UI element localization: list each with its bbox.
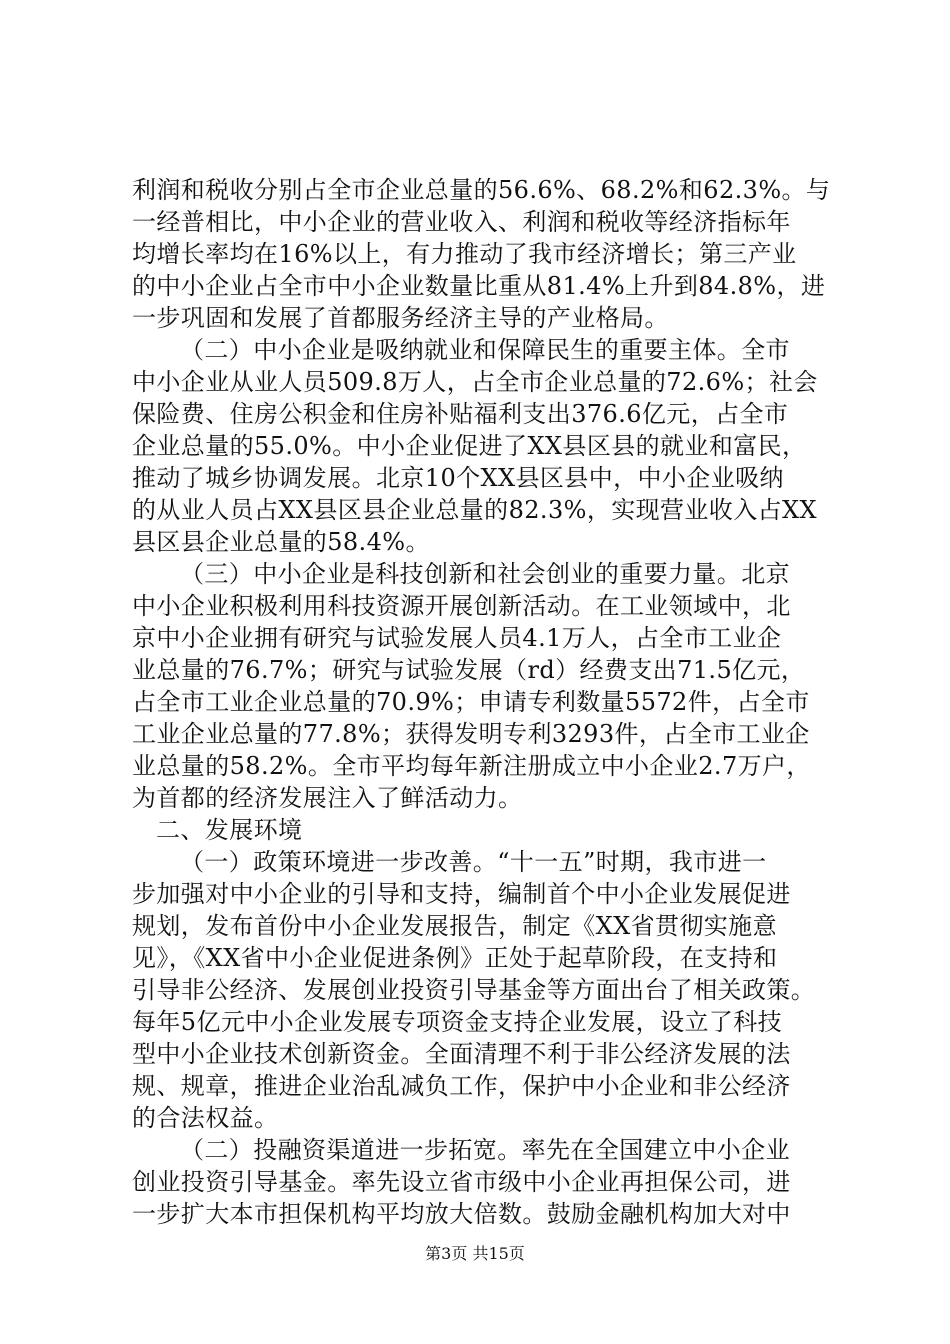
text-line: 规、规章，推进企业治乱减负工作，保护中小企业和非公经济 — [132, 1072, 791, 1100]
text-line: 创业投资引导基金。率先设立省市级中小企业再担保公司，进 — [132, 1168, 791, 1196]
page-footer: 第3页 共15页 — [425, 1244, 525, 1263]
text-line: 业总量的58.2%。全市平均每年新注册成立中小企业2.7万户， — [132, 752, 811, 780]
text-line: 占全市工业企业总量的70.9%；申请专利数量5572件，占全市 — [132, 688, 810, 716]
text-line: 见》，《XX省中小企业促进条例》正处于起草阶段，在支持和 — [132, 944, 778, 972]
text-line: 推动了城乡协调发展。北京10个XX县区县中，中小企业吸纳 — [132, 464, 784, 492]
text-line: （一）政策环境进一步改善。“十一五”时期，我市进一 — [180, 848, 767, 876]
text-line: 工业企业总量的77.8%；获得发明专利3293件，占全市工业企 — [132, 720, 810, 748]
text-line: 均增长率均在16%以上，有力推动了我市经济增长；第三产业 — [132, 240, 797, 268]
text-line: 中小企业积极利用科技资源开展创新活动。在工业领域中，北 — [132, 592, 791, 620]
text-line: 的合法权益。 — [132, 1104, 279, 1132]
text-line: 一步扩大本市担保机构平均放大倍数。鼓励金融机构加大对中 — [132, 1200, 791, 1228]
text-line: 的中小企业占全市中小企业数量比重从81.4%上升到84.8%，进 — [132, 272, 826, 300]
text-line: 利润和税收分别占全市企业总量的56.6%、68.2%和62.3%。与 — [132, 176, 831, 204]
section-heading: 二、发展环境 — [156, 816, 303, 844]
text-line: 县区县企业总量的58.4%。 — [132, 528, 430, 556]
text-line: 引导非公经济、发展创业投资引导基金等方面出台了相关政策。 — [132, 976, 816, 1004]
text-line: （三）中小企业是科技创新和社会创业的重要力量。北京 — [180, 560, 790, 588]
text-line: 京中小企业拥有研究与试验发展人员4.1万人，占全市工业企 — [132, 624, 782, 652]
document-body — [132, 174, 832, 1230]
text-line: 一经普相比，中小企业的营业收入、利润和税收等经济指标年 — [132, 208, 791, 236]
text-line: 中小企业从业人员509.8万人，占全市企业总量的72.6%；社会 — [132, 368, 818, 396]
text-line: 型中小企业技术创新资金。全面清理不利于非公经济发展的法 — [132, 1040, 791, 1068]
text-line: 业总量的76.7%；研究与试验发展（rd）经费支出71.5亿元， — [132, 656, 806, 684]
text-line: （二）中小企业是吸纳就业和保障民生的重要主体。全市 — [180, 336, 790, 364]
text-line: （二）投融资渠道进一步拓宽。率先在全国建立中小企业 — [180, 1136, 790, 1164]
text-line: 的从业人员占XX县区县企业总量的82.3%，实现营业收入占XX — [132, 496, 817, 524]
text-line: 企业总量的55.0%。中小企业促进了XX县区县的就业和富民， — [132, 432, 807, 460]
text-line: 规划，发布首份中小企业发展报告，制定《XX省贯彻实施意 — [132, 912, 777, 940]
text-line: 每年5亿元中小企业发展专项资金支持企业发展，设立了科技 — [132, 1008, 783, 1036]
text-line: 保险费、住房公积金和住房补贴福利支出376.6亿元，占全市 — [132, 400, 789, 428]
text-line: 步加强对中小企业的引导和支持，编制首个中小企业发展促进 — [132, 880, 791, 908]
text-line: 一步巩固和发展了首都服务经济主导的产业格局。 — [132, 304, 669, 332]
text-line: 为首都的经济发展注入了鲜活动力。 — [132, 784, 523, 812]
